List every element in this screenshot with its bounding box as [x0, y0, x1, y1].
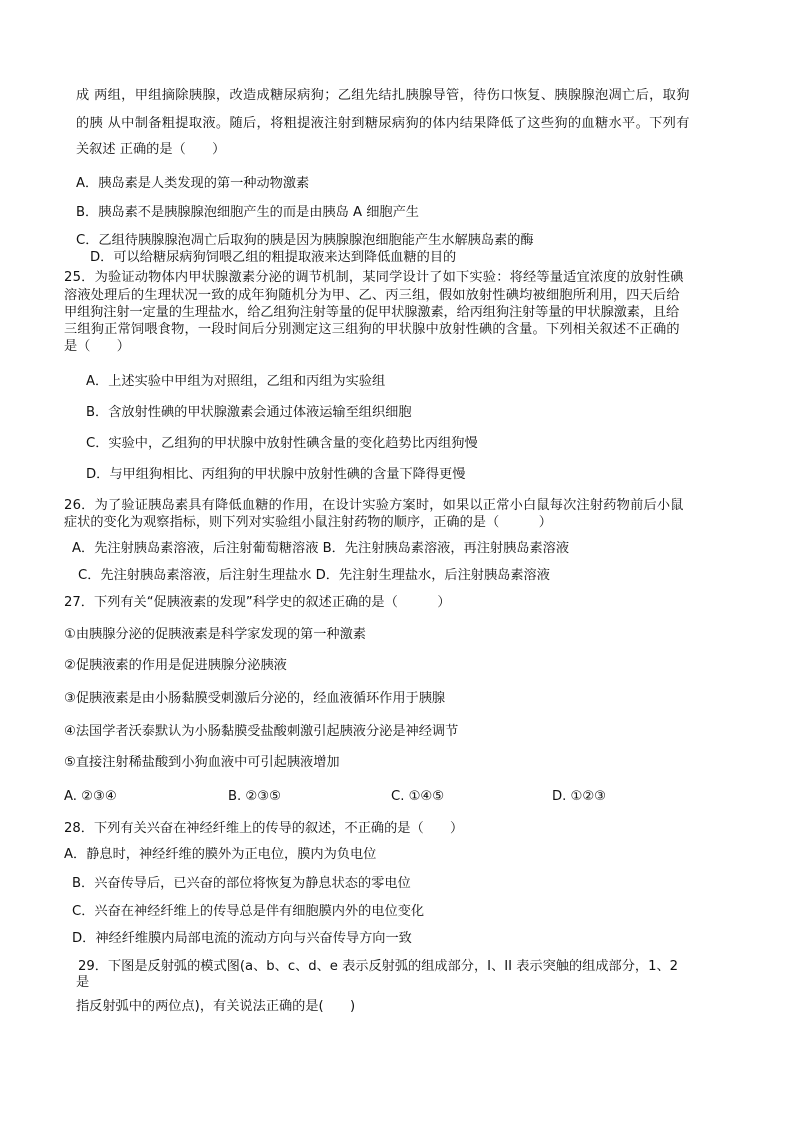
q26-options-ab: A．先注射胰岛素溶液，后注射葡萄糖溶液 B．先注射胰岛素溶液，再注射胰岛素溶液: [72, 541, 570, 556]
q28-option-d: D．神经纤维膜内局部电流的流动方向与兴奋传导方向一致: [72, 931, 412, 946]
q26-stem-line2: 症状的变化为观察指标，则下列对实验组小鼠注射药物的顺序，正确的是（ ）: [64, 515, 552, 530]
q29-stem-line2: 是: [76, 975, 90, 990]
q28-option-a: A．静息时，神经纤维的膜外为正电位，膜内为负电位: [64, 847, 377, 862]
q25-option-b: B．含放射性碘的甲状腺激素会通过体液运输至组织细胞: [86, 405, 412, 420]
q25-stem-line2: 溶液处理后的生理状况一致的成年狗随机分为甲、乙、丙三组，假如放射性碘均被细胞所利用，四天后给: [64, 288, 680, 303]
q25-option-a: A．上述实验中甲组为对照组，乙组和丙组为实验组: [86, 374, 386, 389]
q24-option-d: D．可以给糖尿病狗饲喂乙组的粗提取液来达到降低血糖的目的: [90, 250, 457, 265]
q27-statement-3: ③促胰液素是由小肠黏膜受刺激后分泌的，经血液循环作用于胰腺: [64, 691, 446, 706]
q27-option-b: B. ②③⑤: [228, 789, 281, 804]
q26-options-cd: C．先注射胰岛素溶液，后注射生理盐水 D．先注射生理盐水，后注射胰岛素溶液: [78, 568, 550, 583]
q28-option-c: C．兴奋在神经纤维上的传导总是伴有细胞膜内外的电位变化: [72, 904, 425, 919]
q25-option-d: D．与甲组狗相比、丙组狗的甲状腺中放射性碘的含量下降得更慢: [86, 467, 466, 482]
q25-stem-line1: 25．为验证动物体内甲状腺激素分泌的调节机制，某同学设计了如下实验：将经等量适宜浓度的放射性碘: [64, 270, 684, 285]
q27-option-d: D. ①②③: [552, 789, 607, 804]
q27-statement-5: ⑤直接注射稀盐酸到小狗血液中可引起胰液增加: [64, 755, 340, 770]
q25-stem-line3: 甲组狗注射一定量的生理盐水，给乙组狗注射等量的促甲状腺激素，给丙组狗注射等量的甲状腺激素，且给: [64, 305, 680, 320]
q24-stem-line3: 关叙述 正确的是（ ）: [76, 142, 226, 157]
q26-stem-line1: 26．为了验证胰岛素具有降低血糖的作用，在设计实验方案时，如果以正常小白鼠每次注射药物前后小鼠: [64, 498, 684, 513]
q28-stem: 28．下列有关兴奋在神经纤维上的传导的叙述，不正确的是（ ）: [64, 821, 464, 836]
q25-option-c: C．实验中，乙组狗的甲状腺中放射性碘含量的变化趋势比丙组狗慢: [86, 436, 478, 451]
q29-stem-line3: 指反射弧中的两位点)，有关说法正确的是( ): [76, 999, 356, 1014]
q24-option-a: A．胰岛素是人类发现的第一种动物激素: [76, 176, 310, 191]
q27-option-a: A. ②③④: [64, 789, 117, 804]
q24-option-c: C．乙组待胰腺腺泡凋亡后取狗的胰是因为胰腺腺泡细胞能产生水解胰岛素的酶: [76, 233, 534, 248]
q24-stem-line2: 的胰 从中制备粗提取液。随后，将粗提液注射到糖尿病狗的体内结果降低了这些狗的血糖水平。下列有: [76, 116, 690, 131]
q24-option-b: B．胰岛素不是胰腺腺泡细胞产生的而是由胰岛 A 细胞产生: [76, 205, 419, 220]
q27-stem: 27．下列有关“促胰液素的发现”科学史的叙述正确的是（ ）: [64, 595, 451, 610]
q25-stem-line5: 是（ ）: [64, 339, 130, 354]
q27-option-c: C. ①④⑤: [391, 789, 445, 804]
q25-stem-line4: 三组狗正常饲喂食物，一段时间后分别测定这三组狗的甲状腺中放射性碘的含量。下列相关叙述不正确的: [64, 322, 680, 337]
q28-option-b: B．兴奋传导后，已兴奋的部位将恢复为静息状态的零电位: [72, 876, 411, 891]
q24-stem-line1: 成 两组，甲组摘除胰腺，改造成糖尿病狗；乙组先结扎胰腺导管，待伤口恢复、胰腺腺泡凋亡后，取狗: [76, 88, 690, 103]
q27-statement-2: ②促胰液素的作用是促进胰腺分泌胰液: [64, 658, 287, 673]
q27-statement-4: ④法国学者沃泰默认为小肠黏膜受盐酸刺激引起胰液分泌是神经调节: [64, 724, 459, 739]
q29-stem-line1: 29．下图是反射弧的模式图(a、b、c、d、e 表示反射弧的组成部分，I、II 表示突触的组成部分，1、2: [78, 959, 679, 974]
q27-statement-1: ①由胰腺分泌的促胰液素是科学家发现的第一种激素: [64, 627, 366, 642]
